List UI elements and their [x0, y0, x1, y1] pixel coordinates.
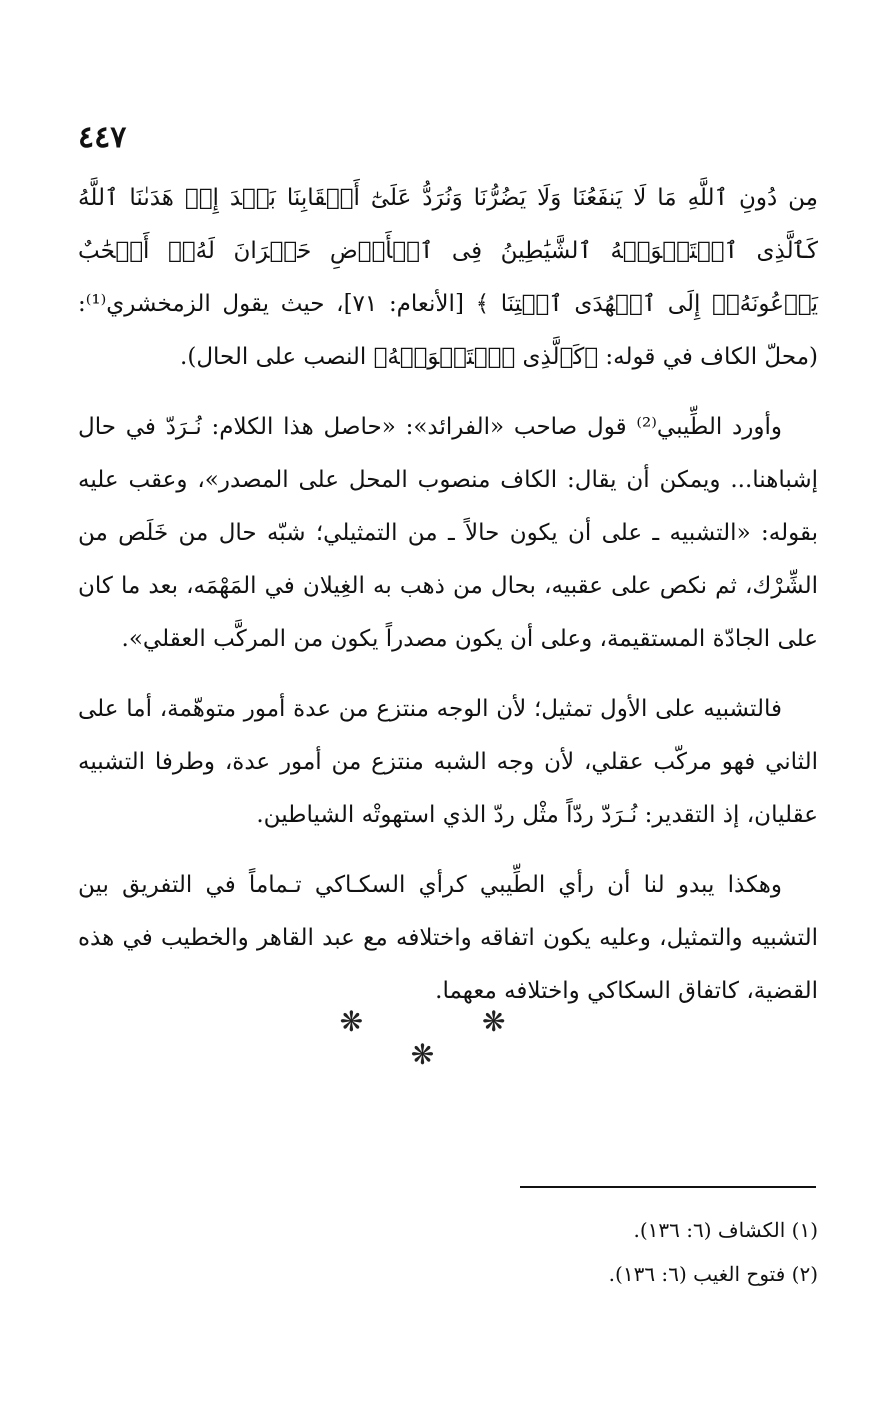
- footnote-1: (١) الكشاف (٦: ١٣٦).: [633, 1218, 818, 1242]
- paragraph-tibi: وأورد الطِّيبي⁽²⁾ قول صاحب «الفرائد»: «حاصل هذا الكلام: نُـرَدّ في حال إشباهنا... ويمكن أن يقال: الكاف منصوب المحل على المصدر»، وعقب عليه بقوله: «التشبيه ـ على أن يكون حالاً ـ من التمثيلي؛ شبّه حال من خَلَص من الشِّرْك، ثم نكص على عقبيه، بحال من ذهب به الغِيلان في المَهْمَه، بعد ما كان على الجادّة المستقيمة، وعلى أن يكون مصدراً يكون من المركَّب العقلي».: [78, 414, 818, 652]
- page-number: ٤٤٧: [78, 120, 127, 155]
- paragraph-conclusion: وهكذا يبدو لنا أن رأي الطِّيبي كرأي السكـاكي تـماماً في التفريق بين التشبيه والتمثيل، وعليه يكون اتفاقه واختلافه مع عبد القاهر والخطيب في هذه القضية، كاتفاق السكاكي واختلافه معهما.: [78, 872, 818, 1004]
- footnote-2: (٢) فتوح الغيب (٦: ١٣٦).: [608, 1262, 818, 1286]
- footnote-divider: [520, 1186, 816, 1188]
- footnotes: [420, 1208, 818, 1296]
- section-separator: ❋ ❋ ❋: [339, 1005, 561, 1071]
- paragraph-quran-quote: مِن دُونِ ٱللَّهِ مَا لَا يَنفَعُنَا وَلَا يَضُرُّنَا وَنُرَدُّ عَلَىٰٓ أَعۡقَابِنَا بَعۡدَ إِذۡ هَدَىٰنَا ٱللَّهُ كَٱلَّذِى ٱسۡتَهۡوَتۡهُ ٱلشَّيَٰطِينُ فِى ٱلۡأَرۡضِ حَيۡرَانَ لَهُۥٓ أَصۡحَٰبٌ يَدۡعُونَهُۥٓ إِلَى ٱلۡهُدَى ٱئۡتِنَا ﴾ [الأنعام: ٧١]، حيث يقول الزمخشري⁽¹⁾: (محلّ الكاف في قوله: ﴿كَٱلَّذِى ٱسۡتَهۡوَتۡهُ﴾ النصب على الحال).: [78, 185, 818, 370]
- paragraph-tashbih: فالتشبيه على الأول تمثيل؛ لأن الوجه منتزع من عدة أمور متوهّمة، أما على الثاني فهو مركّب عقلي، لأن وجه الشبه منتزع من أمور عدة، وطرفا التشبيه عقليان، إذ التقدير: نُـرَدّ ردّاً مثْل ردّ الذي استهوتْه الشياطين.: [78, 696, 818, 828]
- main-text: [78, 172, 818, 1035]
